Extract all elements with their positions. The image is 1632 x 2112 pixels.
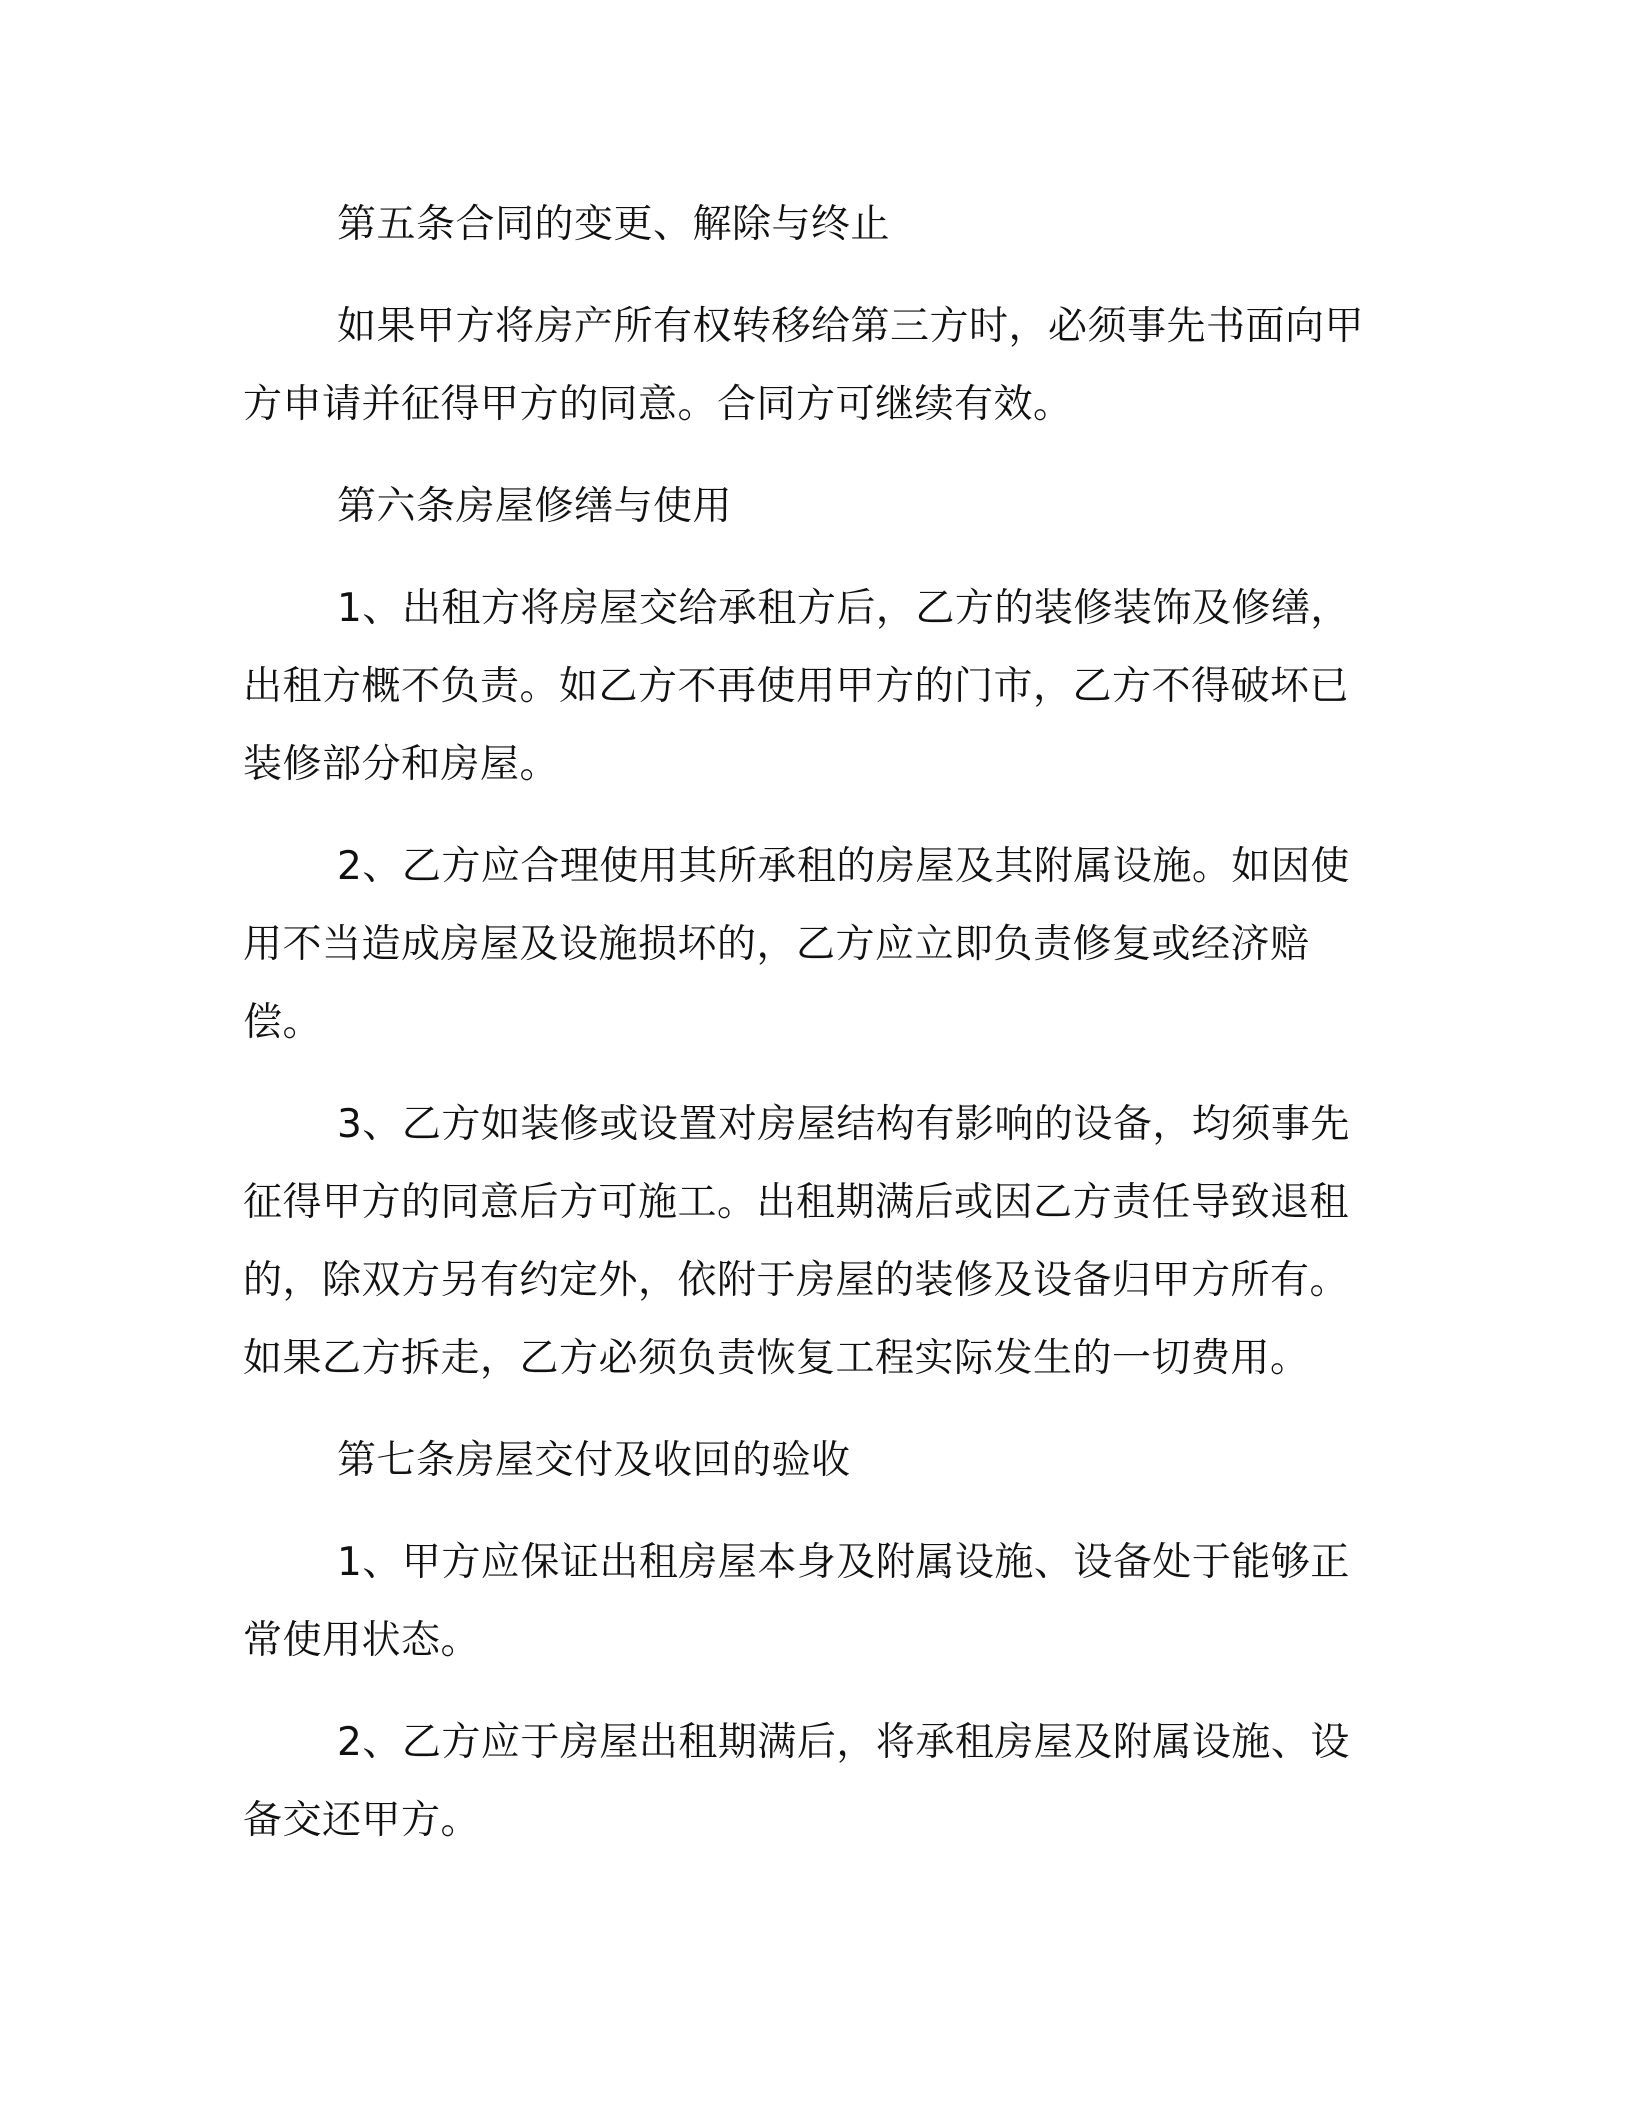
section-heading-6: 第六条房屋修缮与使用 <box>337 484 733 529</box>
paragraph-transfer-ownership: 如果甲方将房产所有权转移给第三方时，必须事先书面向甲方申请并征得甲方的同意。合同方可继续有效。 <box>243 304 1365 427</box>
paragraph-6-item-2: 2、乙方应合理使用其所承租的房屋及其附属设施。如因使用不当造成房屋及设施损坏的，乙方应立即负责修复或经济赔偿。 <box>243 844 1350 1045</box>
paragraph-7-item-1: 1、甲方应保证出租房屋本身及附属设施、设备处于能够正常使用状态。 <box>243 1540 1350 1663</box>
paragraph-6-item-3: 3、乙方如装修或设置对房屋结构有影响的设备，均须事先征得甲方的同意后方可施工。出租期满后或因乙方责任导致退租的，除双方另有约定外，依附于房屋的装修及设备归甲方所有。如果乙方拆走，乙方必须负责恢复工程实际发生的一切费用。 <box>243 1102 1350 1381</box>
paragraph-6-item-1: 1、出租方将房屋交给承租方后，乙方的装修装饰及修缮，出租方概不负责。如乙方不再使用甲方的门市，乙方不得破坏已装修部分和房屋。 <box>243 586 1350 787</box>
document-body <box>243 186 1383 1884</box>
section-heading-7: 第七条房屋交付及收回的验收 <box>337 1438 851 1483</box>
section-heading-5: 第五条合同的变更、解除与终止 <box>337 202 891 247</box>
paragraph-7-item-2: 2、乙方应于房屋出租期满后，将承租房屋及附属设施、设备交还甲方。 <box>243 1720 1350 1843</box>
